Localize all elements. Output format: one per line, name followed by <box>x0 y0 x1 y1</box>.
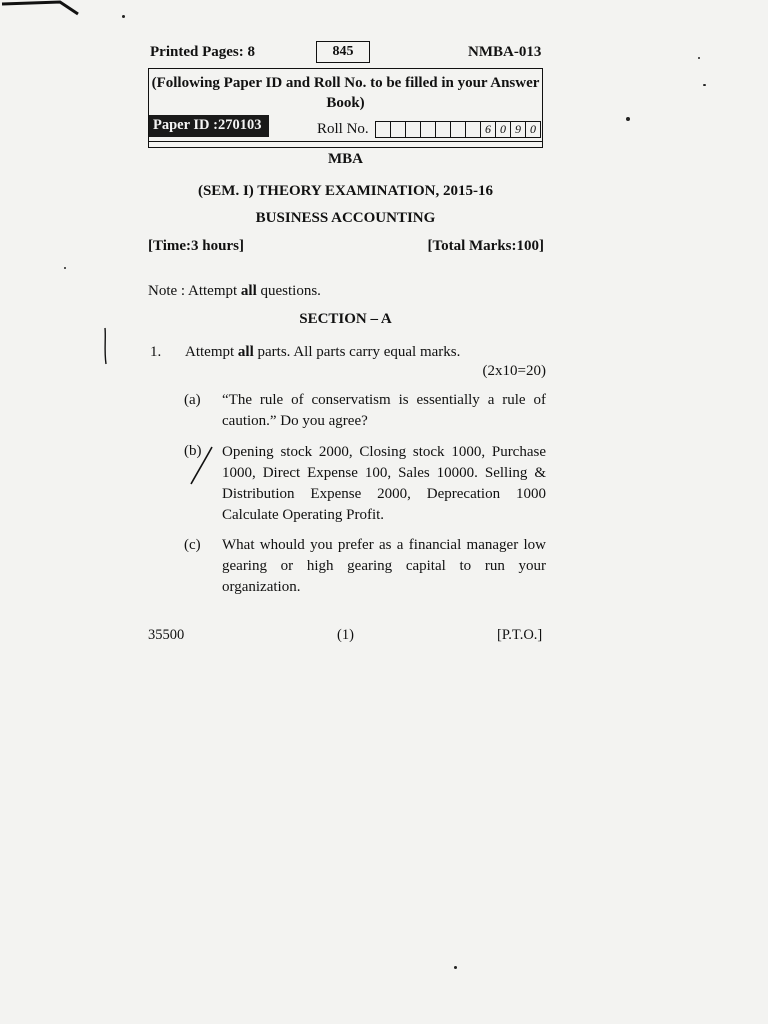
question-number: 1. <box>150 344 162 360</box>
scan-speck <box>698 57 700 59</box>
instruction-emphasis: all <box>237 344 254 360</box>
roll-no-label: Roll No. <box>317 121 369 137</box>
scan-speck <box>703 84 706 86</box>
note-emphasis: all <box>240 283 257 299</box>
part-b-label: (b) <box>184 443 202 459</box>
paper-id-label: Paper ID :270103 <box>149 115 269 137</box>
roll-cell <box>435 121 450 138</box>
pto-label: [P.T.O.] <box>497 627 543 643</box>
roll-cell <box>465 121 480 138</box>
instruction-suffix: parts. All parts carry equal marks. <box>253 344 461 360</box>
fill-instruction: (Following Paper ID and Roll No. to be filled in your Answer Book) <box>151 75 540 111</box>
note-prefix: Note : Attempt <box>148 283 241 299</box>
question-marks: (2x10=20) <box>482 363 546 379</box>
time-allowed: [Time:3 hours] <box>148 238 244 254</box>
roll-cell: 6 <box>480 121 495 138</box>
instruction-prefix: Attempt <box>185 344 238 360</box>
roll-cell <box>390 121 405 138</box>
part-c-label: (c) <box>184 537 201 553</box>
margin-pen-line <box>100 326 110 366</box>
roll-cell <box>375 121 390 138</box>
scan-speck <box>454 966 457 969</box>
part-a-text: “The rule of conservatism is essentially a rule of caution.” Do you agree? <box>222 392 546 429</box>
footer-code: 35500 <box>148 627 185 643</box>
booklet-code: 845 <box>316 41 370 63</box>
roll-cell: 9 <box>510 121 525 138</box>
roll-cell <box>405 121 420 138</box>
subject-title: BUSINESS ACCOUNTING <box>255 210 436 226</box>
roll-cell: 0 <box>525 121 541 138</box>
scan-corner-mark <box>0 0 90 24</box>
part-c-text: What whould you prefer as a financial manager low gearing or high gearing capital to run your organization. <box>222 537 546 595</box>
scan-speck <box>64 267 66 269</box>
course-title: MBA <box>328 151 363 167</box>
section-heading: SECTION – A <box>299 311 392 327</box>
exam-title: (SEM. I) THEORY EXAMINATION, 2015-16 <box>197 183 494 199</box>
scan-speck <box>122 15 125 18</box>
total-marks: [Total Marks:100] <box>427 238 544 254</box>
question-instruction <box>185 342 460 363</box>
paper-id-box <box>148 68 543 148</box>
note-suffix: questions. <box>256 283 321 299</box>
paper-code: NMBA-013 <box>468 44 542 60</box>
part-a-label: (a) <box>184 392 201 408</box>
roll-cell: 0 <box>495 121 510 138</box>
printed-pages: Printed Pages: 8 <box>150 44 255 60</box>
roll-cell <box>450 121 465 138</box>
part-b-text: Opening stock 2000, Closing stock 1000, Purchase 1000, Direct Expense 100, Sales 10000. Selling & Distribution Expense 2000, Deprecation 1000 Calculate Operating Profit. <box>222 444 546 523</box>
scan-speck <box>626 117 630 121</box>
page-number: (1) <box>337 627 354 643</box>
box-divider <box>149 141 542 142</box>
roll-no-grid <box>375 121 541 138</box>
note-line <box>148 281 321 302</box>
roll-cell <box>420 121 435 138</box>
pen-tick-mark <box>186 444 216 486</box>
